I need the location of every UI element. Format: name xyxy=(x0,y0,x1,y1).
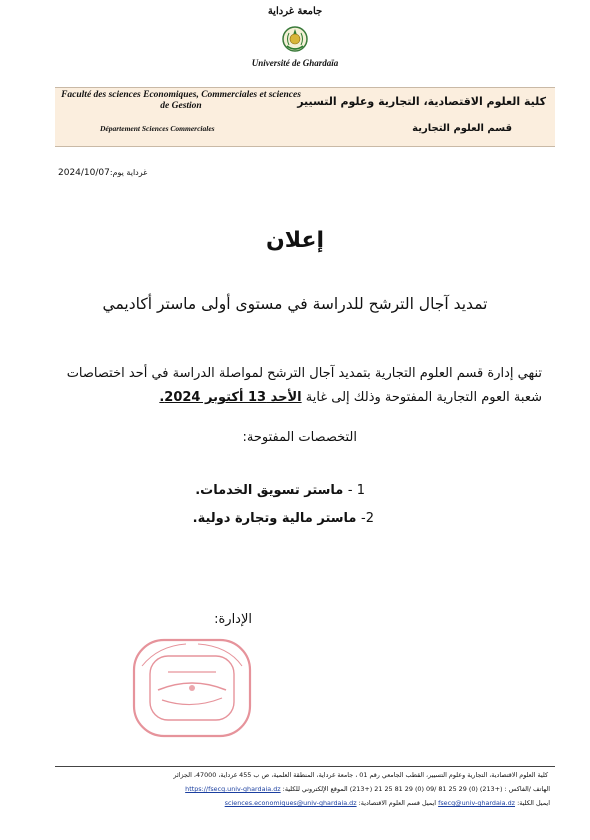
date-value: 2024/10/07 xyxy=(58,168,110,178)
department-name-french: Département Sciences Commerciales xyxy=(100,124,215,133)
department-name-arabic: قسم العلوم التجارية xyxy=(412,123,512,134)
email-label: ايميل الكلية: xyxy=(517,799,550,807)
specialty-label: ماستر مالية وتجارة دولية. xyxy=(192,511,357,526)
university-name-french: Université de Ghardaïa xyxy=(251,58,339,68)
date-label: غرداية يوم: xyxy=(109,168,148,177)
deadline-date: الأحد 13 أكتوبر 2024. xyxy=(159,390,302,405)
announcement-subtitle: تمديد آجال الترشح للدراسة في مستوى أولى ماستر أكاديمي xyxy=(102,295,488,313)
announcement-title: إعلان xyxy=(265,228,325,253)
official-stamp-icon xyxy=(128,636,256,740)
phone-label: الهاتف /الفاكس : xyxy=(504,785,550,793)
document-date xyxy=(58,168,147,178)
university-name-arabic: جامعة غرداية xyxy=(267,6,323,17)
footer-address: كلية العلوم الاقتصادية، التجارية وعلوم التسيير، القطب الجامعي رقم 01 ، جامعة غرداية، المنطقة العلمية، ص ب 455 غرداية، 47000، الجزائر xyxy=(173,771,548,779)
specialty-label: ماستر تسويق الخدمات. xyxy=(195,483,344,498)
specialty-number: 2- xyxy=(361,511,374,526)
phone-number: (213+) 21 25 81 29 (0) 09/ 81 25 29 (0) (213+) xyxy=(349,785,503,793)
specialty-number: 1 - xyxy=(347,483,365,498)
university-logo-icon xyxy=(281,24,309,54)
administration-signature-label: الإدارة: xyxy=(214,612,252,627)
website-label: الموقع الإلكتروني للكلية: xyxy=(282,785,348,793)
specialty-item xyxy=(195,483,365,498)
department-email-link[interactable]: sciences.economiques@univ-ghardaia.dz xyxy=(224,799,357,807)
footer-email-line xyxy=(225,799,550,807)
body-text: تنهي إدارة قسم العلوم التجارية بتمديد آجال الترشح لمواصلة الدراسة في أحد اختصاصات شعبة العوم التجارية المفتوحة وذلك إلى غاية xyxy=(66,366,542,405)
specialty-item xyxy=(193,511,374,526)
footer-divider xyxy=(55,766,555,767)
dept-email-label: ايميل قسم العلوم الاقتصادية: xyxy=(358,799,437,807)
faculty-name-arabic: كلية العلوم الاقتصادية، التجارية وعلوم التسيير xyxy=(297,95,546,108)
specialties-heading: التخصصات المفتوحة: xyxy=(242,430,357,445)
announcement-body xyxy=(42,362,542,410)
faculty-name-french: Faculté des sciences Economiques, Commerciales et sciences de Gestion xyxy=(61,90,301,111)
faculty-email-link[interactable]: fsecg@univ-ghardaia.dz xyxy=(438,799,516,807)
footer-contact-line xyxy=(185,785,550,793)
website-link[interactable]: https://fsecg.univ-ghardaia.dz xyxy=(185,785,281,793)
